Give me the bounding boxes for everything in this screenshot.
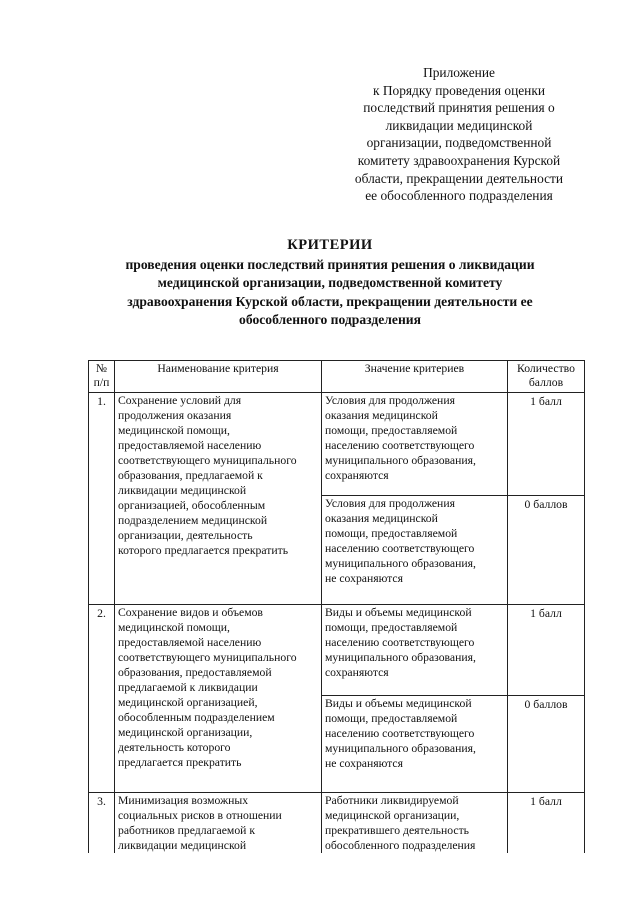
appendix-line: последствий принятия решения о: [363, 100, 555, 116]
appendix-line: организации, подведомственной: [366, 135, 552, 151]
value-cell: Условия для продолжения оказания медицинской помощи, предоставляемой населению соответствующего муниципального образования, не сохраняются: [322, 496, 508, 605]
criterion-cell: Минимизация возможных социальных рисков в отношении работников предлагаемой к ликвидации медицинской: [115, 793, 322, 854]
row-number: 3.: [89, 793, 115, 854]
subtitle-line: медицинской организации, подведомственной комитету: [157, 275, 503, 290]
appendix-line: ликвидации медицинской: [385, 117, 533, 133]
value-cell: Виды и объемы медицинской помощи, предоставляемой населению соответствующего муниципального образования, сохраняются: [322, 605, 508, 696]
subtitle-line: обособленного подразделения: [239, 312, 421, 327]
row-number: 1.: [89, 393, 115, 605]
table-header-row: [89, 361, 585, 393]
value-cell: Работники ликвидируемой медицинской организации, прекратившего деятельность обособленного подразделения: [322, 793, 508, 854]
points-cell: 0 баллов: [508, 496, 585, 605]
appendix-line: к Порядку проведения оценки: [372, 82, 546, 98]
document-title: [60, 236, 600, 330]
appendix-block: [328, 64, 590, 205]
table-row: [89, 793, 585, 854]
criterion-cell: Сохранение видов и объемов медицинской помощи, предоставляемой населению соответствующего муниципального образования, предоставляемой предлагаемой к ликвидации медицинской организацией, обособленным подразделением медицинской организации, деятельность которого предлагается прекратить: [115, 605, 322, 793]
header-name: Наименование критерия: [115, 361, 322, 393]
table-row: [89, 605, 585, 696]
points-cell: 1 балл: [508, 605, 585, 696]
points-cell: 1 балл: [508, 793, 585, 854]
appendix-line: области, прекращении деятельности: [354, 170, 564, 186]
header-value: Значение критериев: [322, 361, 508, 393]
subtitle-line: проведения оценки последствий принятия решения о ликвидации: [125, 256, 535, 272]
criterion-cell: Сохранение условий для продолжения оказания медицинской помощи, предоставляемой населению соответствующего муниципального образования, предлагаемой к ликвидации медицинской организацией, обособленным подразделением медицинской организации, деятельность которого предлагается прекратить: [115, 393, 322, 605]
criteria-table: [88, 360, 585, 853]
title-subtitle: [60, 256, 600, 330]
header-num: № п/п: [89, 361, 115, 393]
header-points: Количество баллов: [508, 361, 585, 393]
points-cell: 1 балл: [508, 393, 585, 496]
appendix-line: Приложение: [423, 65, 495, 80]
appendix-line: ее обособленного подразделения: [365, 188, 553, 204]
appendix-line: комитету здравоохранения Курской: [357, 152, 561, 168]
value-cell: Виды и объемы медицинской помощи, предоставляемой населению соответствующего муниципального образования, не сохраняются: [322, 695, 508, 792]
subtitle-line: здравоохранения Курской области, прекращении деятельности ее: [127, 293, 533, 309]
points-cell: 0 баллов: [508, 695, 585, 792]
title-main: КРИТЕРИИ: [287, 237, 373, 253]
value-cell: Условия для продолжения оказания медицинской помощи, предоставляемой населению соответствующего муниципального образования, сохраняются: [322, 393, 508, 496]
table-row: [89, 393, 585, 496]
row-number: 2.: [89, 605, 115, 793]
